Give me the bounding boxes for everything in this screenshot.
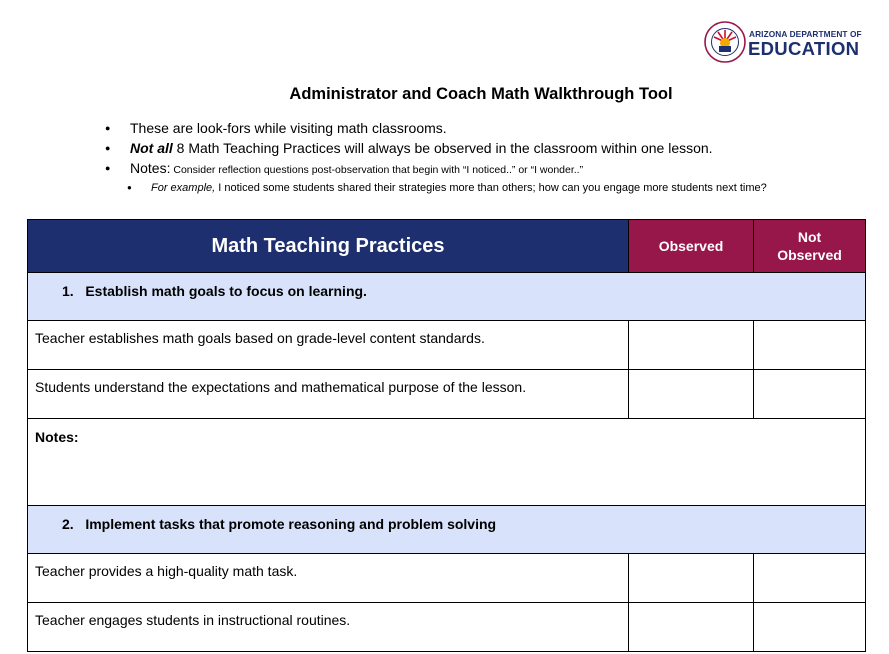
not-observed-checkbox-cell[interactable] — [754, 554, 866, 603]
table-row — [28, 554, 866, 603]
not-observed-checkbox-cell[interactable] — [754, 321, 866, 370]
notes-field-label: Notes: — [35, 429, 79, 445]
not-observed-checkbox-cell[interactable] — [754, 370, 866, 419]
sub-list — [127, 180, 767, 196]
practice-cell — [28, 554, 629, 603]
practice-text: Teacher provides a high-quality math task. — [35, 563, 298, 579]
notes-field[interactable] — [28, 419, 866, 506]
section-heading-1 — [28, 273, 866, 321]
section-title: 2. Implement tasks that promote reasoning and problem solving — [62, 515, 497, 532]
table-row — [28, 603, 866, 652]
practice-cell — [28, 603, 629, 652]
bullet-not-all — [105, 138, 713, 158]
section-heading-2 — [28, 506, 866, 554]
bullet-text: These are look-fors while visiting math classrooms. — [130, 120, 447, 136]
not-observed-checkbox-cell[interactable] — [754, 603, 866, 652]
practice-cell — [28, 370, 629, 419]
practice-cell — [28, 321, 629, 370]
bullet-text: 8 Math Teaching Practices will always be observed in the classroom within one lesson. — [172, 140, 713, 156]
section-row — [28, 506, 866, 554]
not-all-emphasis: Not all — [130, 140, 173, 156]
observed-label: Observed — [658, 238, 724, 254]
instructions-list — [105, 118, 713, 180]
notes-row — [28, 419, 866, 506]
observed-checkbox-cell[interactable] — [629, 603, 754, 652]
practice-text: Teacher establishes math goals based on grade-level content standards. — [35, 330, 485, 346]
bullet-example — [127, 180, 767, 196]
logo-title: EDUCATION — [748, 38, 860, 59]
table-header-observed — [629, 220, 754, 273]
logo-subtitle: ARIZONA DEPARTMENT OF — [749, 29, 862, 39]
ade-logo — [704, 21, 874, 65]
section-title: 1. Establish math goals to focus on learning. — [62, 282, 367, 299]
arizona-seal-icon — [704, 21, 746, 63]
table-row — [28, 370, 866, 419]
table-header-not-observed — [754, 220, 866, 273]
section-row — [28, 273, 866, 321]
observed-checkbox-cell[interactable] — [629, 554, 754, 603]
bullet-text: I noticed some students shared their strategies more than others; how can you engage more students next time? — [215, 182, 767, 194]
page-title: Administrator and Coach Math Walkthrough Tool — [289, 85, 673, 103]
bullet-notes — [105, 158, 713, 180]
observed-checkbox-cell[interactable] — [629, 370, 754, 419]
practice-text: Teacher engages students in instructional routines. — [35, 612, 351, 628]
walkthrough-table — [27, 219, 866, 652]
observed-label-2: Observed — [777, 247, 842, 263]
observed-checkbox-cell[interactable] — [629, 321, 754, 370]
example-emphasis: For example, — [151, 182, 216, 194]
bullet-text: Consider reflection questions post-observation that begin with “I noticed..” or “I wonder..” — [170, 164, 584, 176]
practice-text: Students understand the expectations and mathematical purpose of the lesson. — [35, 379, 527, 395]
not-label: Not — [797, 229, 822, 245]
bullet-lookfors — [105, 118, 713, 138]
table-row — [28, 321, 866, 370]
notes-label: Notes: — [130, 160, 171, 176]
table-header-practices: Math Teaching Practices — [28, 220, 629, 273]
